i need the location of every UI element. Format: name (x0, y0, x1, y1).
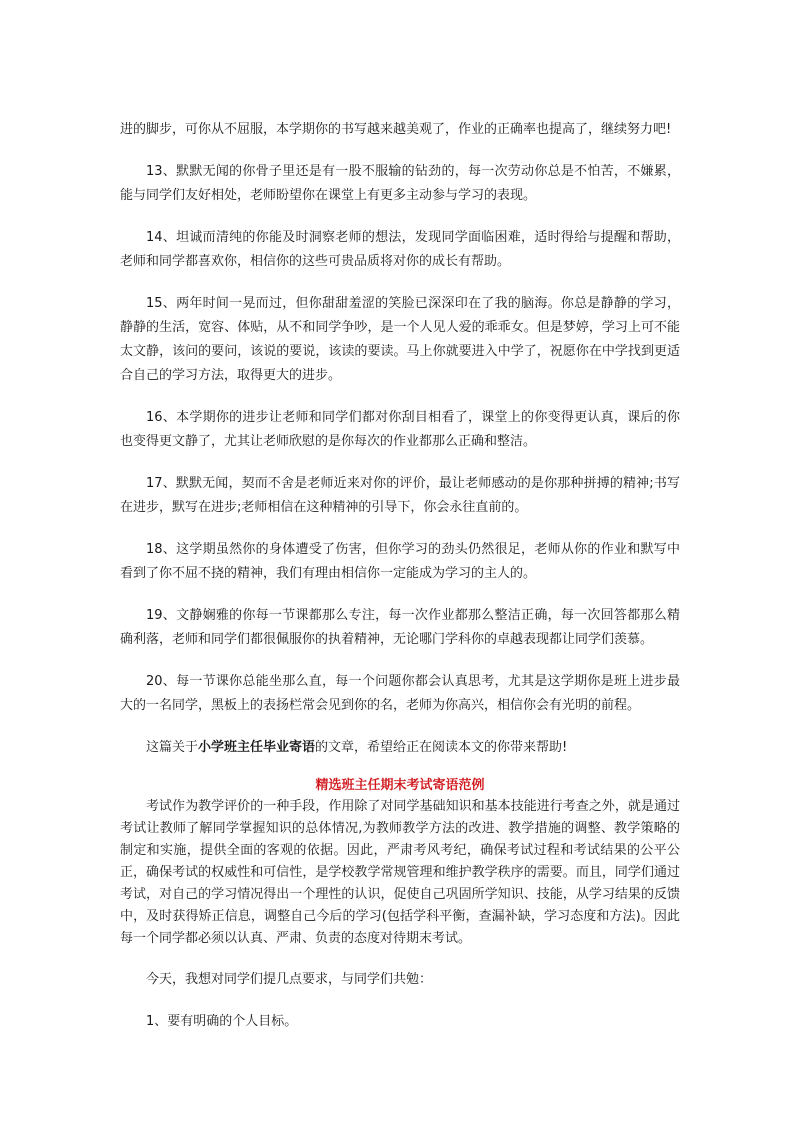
comment-16: 16、本学期你的进步让老师和同学们都对你刮目相看了，课堂上的你变得更认真，课后的你也变得更文静了，尤其让老师欣慰的是你每次的作业都那么正确和整洁。 (120, 410, 680, 449)
closing-suffix: 的文章，希望给正在阅读本文的你带来帮助! (315, 740, 568, 755)
intro-paragraph: 考试作为教学评价的一种手段，作用除了对同学基础知识和基本技能进行考查之外，就是通过考试让教师了解同学掌握知识的总体情况,为教师教学方法的改进、教学措施的调整、教学策略的制定和实施，提供全面的客观的依据。因此，严肃考风考纪，确保考试过程和考试结果的公平公正，确保考试的权威性和可信性，是学校教学常规管理和维护教学秩序的需要。而且，同学们通过考试，对自己的学习情况得出一个理性的认识，促使自己巩固所学知识、技能，从学习结果的反馈中，及时获得矫正信息，调整自己今后的学习(包括学科平衡，查漏补缺，学习态度和方法)。因此每一个同学都必须以认真、严肃、负责的态度对待期末考试。 (120, 799, 680, 946)
comment-19: 19、文静娴雅的你每一节课都那么专注，每一次作业都那么整洁正确，每一次回答都那么精确利落，老师和同学们都很佩服你的执着精神，无论哪门学科你的卓越表现都让同学们羡慕。 (120, 608, 680, 647)
comment-18: 18、这学期虽然你的身体遭受了伤害，但你学习的劲头仍然很足，老师从你的作业和默写中看到了你不屈不挠的精神，我们有理由相信你一定能成为学习的主人的。 (120, 542, 680, 581)
comment-17: 17、默默无闻，契而不舍是老师近来对你的评价，最让老师感动的是你那种拼搏的精神;书写在进步，默写在进步;老师相信在这种精神的引导下，你会永往直前的。 (120, 476, 680, 515)
comment-13: 13、默默无闻的你骨子里还是有一股不服输的钻劲的，每一次劳动你总是不怕苦，不嫌累，能与同学们友好相处，老师盼望你在课堂上有更多主动参与学习的表现。 (120, 164, 680, 203)
comment-15: 15、两年时间一晃而过，但你甜甜羞涩的笑脸已深深印在了我的脑海。你总是静静的学习，静静的生活，宽容、体贴，从不和同学争吵，是一个人见人爱的乖乖女。但是梦婷，学习上可不能太文静，该问的要问，该说的要说，该读的要读。马上你就要进入中学了，祝愿你在中学找到更适合自己的学习方法，取得更大的进步。 (120, 296, 680, 383)
paragraph-continuation: 进的脚步，可你从不屈服，本学期你的书写越来越美观了，作业的正确率也提高了，继续努力吧! (120, 122, 672, 137)
today-paragraph: 今天，我想对同学们提几点要求，与同学们共勉： (146, 972, 433, 987)
document-page (120, 118, 680, 1034)
closing-paragraph (120, 736, 680, 760)
comment-14: 14、坦诚而清纯的你能及时洞察老师的想法，发现同学面临困难，适时得给与提醒和帮助，老师和同学都喜欢你，相信你的这些可贵品质将对你的成长有帮助。 (120, 230, 680, 269)
point-1: 1、要有明确的个人目标。 (146, 1014, 298, 1029)
closing-prefix: 这篇关于 (146, 740, 199, 755)
closing-bold-title: 小学班主任毕业寄语 (198, 740, 316, 755)
section-title: 精选班主任期末考试寄语范例 (315, 778, 485, 793)
comment-20: 20、每一节课你总能坐那么直，每一个问题你都会认真思考，尤其是这学期你是班上进步最大的一名同学，黑板上的表扬栏常会见到你的名，老师为你高兴，相信你会有光明的前程。 (120, 674, 680, 713)
